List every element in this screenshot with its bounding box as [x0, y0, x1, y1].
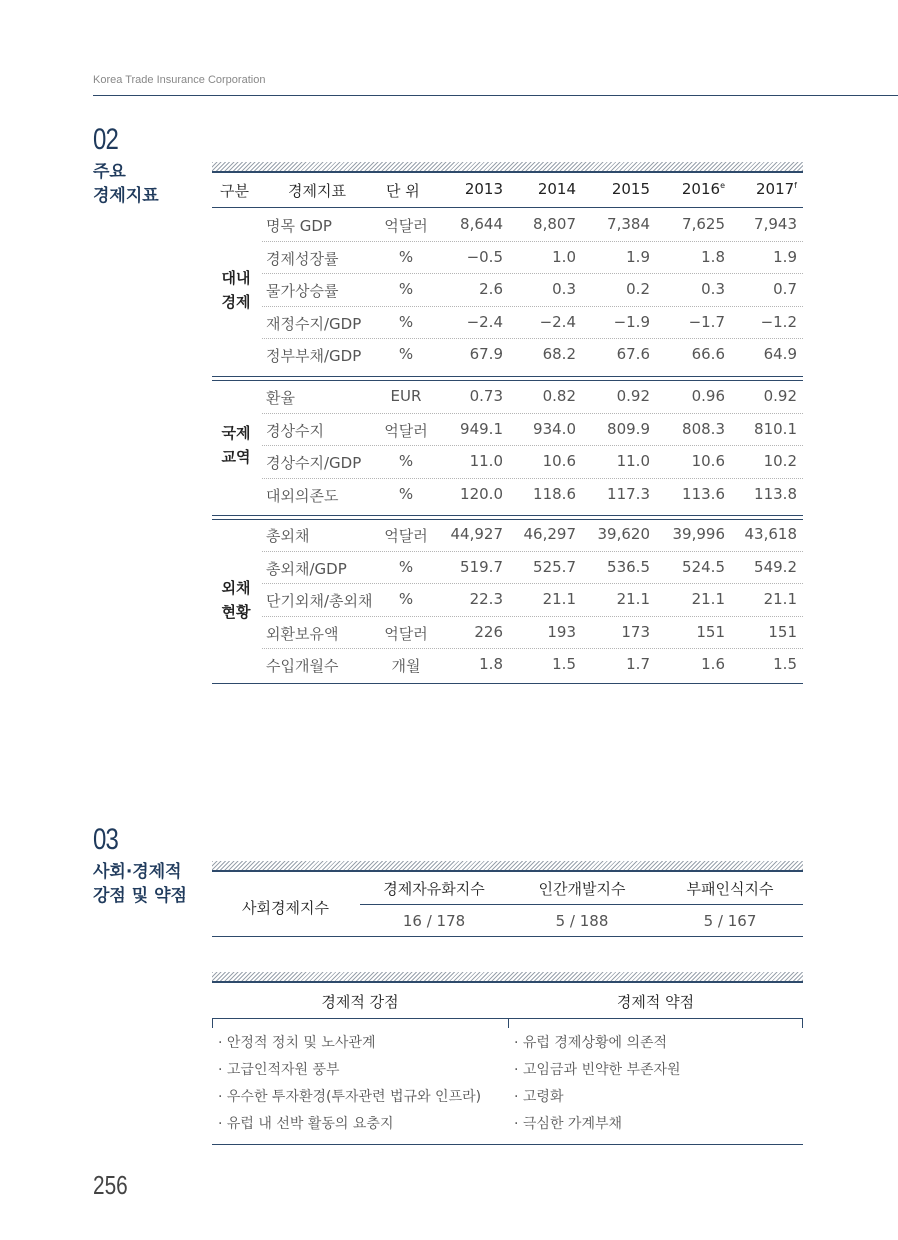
- indicator-unit: %: [398, 247, 414, 266]
- header-year-note: f: [794, 181, 797, 190]
- indicator-value: 151: [696, 622, 725, 641]
- strength-item: · 고급인적자원 풍부: [218, 1062, 340, 1078]
- indicator-value: 1.9: [773, 247, 797, 266]
- header-year: [423, 180, 503, 198]
- indicator-value: 67.6: [616, 345, 650, 364]
- index-table-top-rule: [212, 870, 803, 872]
- section-02-title-line1: 주요: [93, 162, 126, 182]
- header-year: [570, 180, 650, 198]
- indicator-unit: %: [398, 345, 414, 364]
- table-top-rule: [212, 171, 803, 173]
- section-02-title-line2: 경제지표: [93, 186, 159, 206]
- strength-item: · 우수한 투자환경(투자관련 법규와 인프라): [218, 1089, 482, 1105]
- indicator-value: −1.7: [688, 312, 725, 331]
- indicator-unit: 억달러: [384, 527, 428, 545]
- strengths-header: 경제적 강점: [321, 993, 399, 1011]
- group-divider: [212, 515, 803, 520]
- group-label-line: 현황: [221, 602, 251, 621]
- indicator-unit: %: [398, 452, 414, 471]
- weakness-item: · 고임금과 빈약한 부존자원: [514, 1062, 681, 1078]
- header-year-label: 2016: [681, 180, 721, 198]
- indicator-value: 151: [768, 622, 797, 641]
- table-hatch-top: [212, 162, 803, 171]
- indicator-value: −0.5: [466, 247, 503, 266]
- indicator-value: −1.2: [760, 312, 797, 331]
- index-table-bottom-rule: [212, 936, 803, 937]
- indicator-value: 21.1: [691, 590, 725, 609]
- indicator-value: 66.6: [691, 345, 725, 364]
- indicator-value: 1.7: [626, 655, 650, 674]
- sw-table-top-rule: [212, 981, 803, 983]
- indicator-value: 519.7: [460, 557, 503, 576]
- indicator-value: 44,927: [450, 525, 503, 543]
- indicator-value: 0.7: [773, 280, 797, 299]
- indicator-unit: 억달러: [384, 217, 428, 235]
- indicator-value: 21.1: [616, 590, 650, 609]
- index-value-human-development: 5 / 188: [555, 912, 609, 930]
- sw-table-hatch: [212, 972, 803, 981]
- weakness-item: · 유럽 경제상황에 의존적: [514, 1035, 668, 1051]
- indicator-value: 11.0: [469, 452, 503, 471]
- indicator-name: 경상수지: [266, 421, 324, 440]
- indicator-value: 10.2: [763, 452, 797, 471]
- indicator-value: 39,620: [597, 525, 650, 543]
- group-label-line: 교역: [221, 448, 251, 467]
- indicator-name: 단기외채/총외채: [266, 592, 373, 611]
- section-03-title-line1: 사회·경제적: [93, 862, 182, 882]
- row-divider: [262, 241, 803, 242]
- header-unit: 단 위: [386, 182, 420, 200]
- weaknesses-header: 경제적 약점: [616, 993, 695, 1011]
- index-col-corruption-perception: 부패인식지수: [686, 880, 774, 898]
- group-label: [218, 421, 254, 469]
- row-divider: [262, 648, 803, 649]
- indicator-name: 재정수지/GDP: [266, 314, 362, 333]
- indicator-value: 810.1: [754, 419, 797, 438]
- indicator-value: 11.0: [616, 452, 650, 471]
- indicator-name: 총외채: [266, 527, 310, 545]
- indicator-value: 46,297: [523, 525, 576, 543]
- indicator-value: −2.4: [466, 312, 503, 331]
- table-bottom-rule: [212, 683, 803, 684]
- indicator-name: 대외의존도: [266, 486, 339, 505]
- header-year: [496, 180, 576, 198]
- group-label-line: 국제: [221, 424, 251, 443]
- indicator-unit: %: [398, 280, 414, 299]
- strength-item: · 안정적 정치 및 노사관계: [218, 1035, 376, 1051]
- weakness-item: · 고령화: [514, 1089, 564, 1105]
- indicator-value: 525.7: [533, 557, 576, 576]
- group-label-line: 외채: [221, 578, 251, 597]
- indicator-value: 68.2: [542, 345, 576, 364]
- row-divider: [262, 551, 803, 552]
- header-year-label: 2017: [755, 180, 795, 198]
- section-03-title-line2: 강점 및 약점: [93, 886, 187, 906]
- index-value-economic-freedom: 16 / 178: [402, 912, 466, 930]
- indicator-value: 117.3: [607, 484, 650, 503]
- section-03-title: [93, 860, 187, 908]
- index-value-corruption-perception: 5 / 167: [703, 912, 757, 930]
- strength-item: · 유럽 내 선박 활동의 요충지: [218, 1116, 394, 1132]
- indicator-unit: 개월: [391, 657, 421, 676]
- indicator-value: 10.6: [542, 452, 576, 471]
- table-header-rule: [212, 207, 803, 208]
- indicator-name: 명목 GDP: [266, 217, 332, 235]
- indicator-value: 64.9: [763, 345, 797, 364]
- indicator-unit: 억달러: [384, 421, 428, 440]
- indicator-value: 173: [621, 622, 650, 641]
- indicator-value: 0.82: [542, 387, 576, 405]
- header-category: 구분: [220, 182, 249, 200]
- header-year-label: 2013: [464, 180, 503, 198]
- indicator-value: 21.1: [763, 590, 797, 609]
- section-02-title: [93, 160, 159, 208]
- indicator-value: 0.92: [616, 387, 650, 405]
- indicator-name: 수입개월수: [266, 657, 339, 676]
- row-divider: [262, 583, 803, 584]
- group-label-line: 경제: [221, 292, 251, 311]
- indicator-value: 2.6: [479, 280, 503, 299]
- header-divider: [93, 95, 898, 96]
- index-table-hatch: [212, 861, 803, 870]
- indicator-name: 환율: [266, 389, 295, 407]
- header-year: [717, 180, 797, 198]
- indicator-value: −2.4: [539, 312, 576, 331]
- sw-tick-middle: [508, 1018, 509, 1028]
- indicator-value: 7,943: [754, 215, 797, 233]
- indicator-value: 808.3: [682, 419, 725, 438]
- indicator-value: 0.96: [691, 387, 725, 405]
- indicator-value: 8,807: [533, 215, 576, 233]
- indicator-unit: %: [398, 312, 414, 331]
- indicator-unit: %: [398, 590, 414, 609]
- indicator-value: 113.8: [754, 484, 797, 503]
- indicator-value: 0.92: [763, 387, 797, 405]
- indicator-value: 0.2: [626, 280, 650, 299]
- header-year-note: e: [720, 181, 725, 190]
- sw-tick-right: [802, 1018, 803, 1028]
- indicator-value: 113.6: [682, 484, 725, 503]
- sw-tick-left: [212, 1018, 213, 1028]
- indicator-value: 193: [547, 622, 576, 641]
- publisher-header: Korea Trade Insurance Corporation: [93, 74, 266, 86]
- sw-table-bottom-rule: [212, 1144, 803, 1145]
- header-year-label: 2015: [611, 180, 650, 198]
- indicator-value: 1.0: [552, 247, 576, 266]
- row-divider: [262, 616, 803, 617]
- indicator-value: 1.5: [552, 655, 576, 674]
- indicator-value: 1.8: [701, 247, 725, 266]
- row-divider: [262, 338, 803, 339]
- row-divider: [262, 445, 803, 446]
- indicator-value: 226: [474, 622, 503, 641]
- indicator-name: 경상수지/GDP: [266, 454, 362, 473]
- indicator-value: 809.9: [607, 419, 650, 438]
- row-divider: [262, 306, 803, 307]
- indicator-value: 10.6: [691, 452, 725, 471]
- header-year-label: 2014: [537, 180, 576, 198]
- indicator-value: 949.1: [460, 419, 503, 438]
- indicator-value: 0.3: [701, 280, 725, 299]
- group-divider: [212, 376, 803, 381]
- indicator-value: 1.8: [479, 655, 503, 674]
- indicator-value: 536.5: [607, 557, 650, 576]
- group-label: [218, 576, 254, 624]
- indicator-value: 0.73: [469, 387, 503, 405]
- indicator-value: 120.0: [460, 484, 503, 503]
- indicator-value: 43,618: [744, 525, 797, 543]
- row-divider: [262, 413, 803, 414]
- indicator-value: 8,644: [460, 215, 503, 233]
- index-col-economic-freedom: 경제자유화지수: [383, 880, 485, 898]
- group-label-line: 대내: [221, 268, 251, 287]
- group-label: [218, 266, 254, 314]
- section-02-number: 02: [93, 123, 119, 156]
- weakness-item: · 극심한 가계부채: [514, 1116, 623, 1132]
- indicator-value: 524.5: [682, 557, 725, 576]
- indicator-value: 21.1: [542, 590, 576, 609]
- indicator-value: 0.3: [552, 280, 576, 299]
- header-year: [645, 180, 725, 198]
- indicator-value: 67.9: [469, 345, 503, 364]
- indicator-unit: %: [398, 484, 414, 503]
- page-number: 256: [93, 1170, 128, 1200]
- index-col-human-development: 인간개발지수: [538, 880, 626, 898]
- header-indicator: 경제지표: [288, 182, 346, 200]
- indicator-name: 경제성장률: [266, 249, 339, 268]
- indicator-value: 1.9: [626, 247, 650, 266]
- indicator-value: 22.3: [469, 590, 503, 609]
- indicator-value: 1.5: [773, 655, 797, 674]
- indicator-value: 1.6: [701, 655, 725, 674]
- indicator-value: 7,384: [607, 215, 650, 233]
- indicator-unit: %: [398, 557, 414, 576]
- indicator-name: 물가상승률: [266, 282, 339, 301]
- indicator-unit: 억달러: [384, 624, 428, 643]
- index-row-label: 사회경제지수: [242, 899, 329, 917]
- indicator-unit: EUR: [390, 387, 422, 405]
- indicator-value: 934.0: [533, 419, 576, 438]
- indicator-value: 549.2: [754, 557, 797, 576]
- index-inner-rule: [360, 904, 803, 905]
- indicator-value: −1.9: [613, 312, 650, 331]
- indicator-value: 7,625: [682, 215, 725, 233]
- indicator-name: 총외채/GDP: [266, 559, 347, 578]
- section-03-number: 03: [93, 823, 119, 856]
- row-divider: [262, 478, 803, 479]
- indicator-value: 39,996: [672, 525, 725, 543]
- indicator-name: 정부부채/GDP: [266, 347, 362, 366]
- indicator-name: 외환보유액: [266, 624, 339, 643]
- indicator-value: 118.6: [533, 484, 576, 503]
- row-divider: [262, 273, 803, 274]
